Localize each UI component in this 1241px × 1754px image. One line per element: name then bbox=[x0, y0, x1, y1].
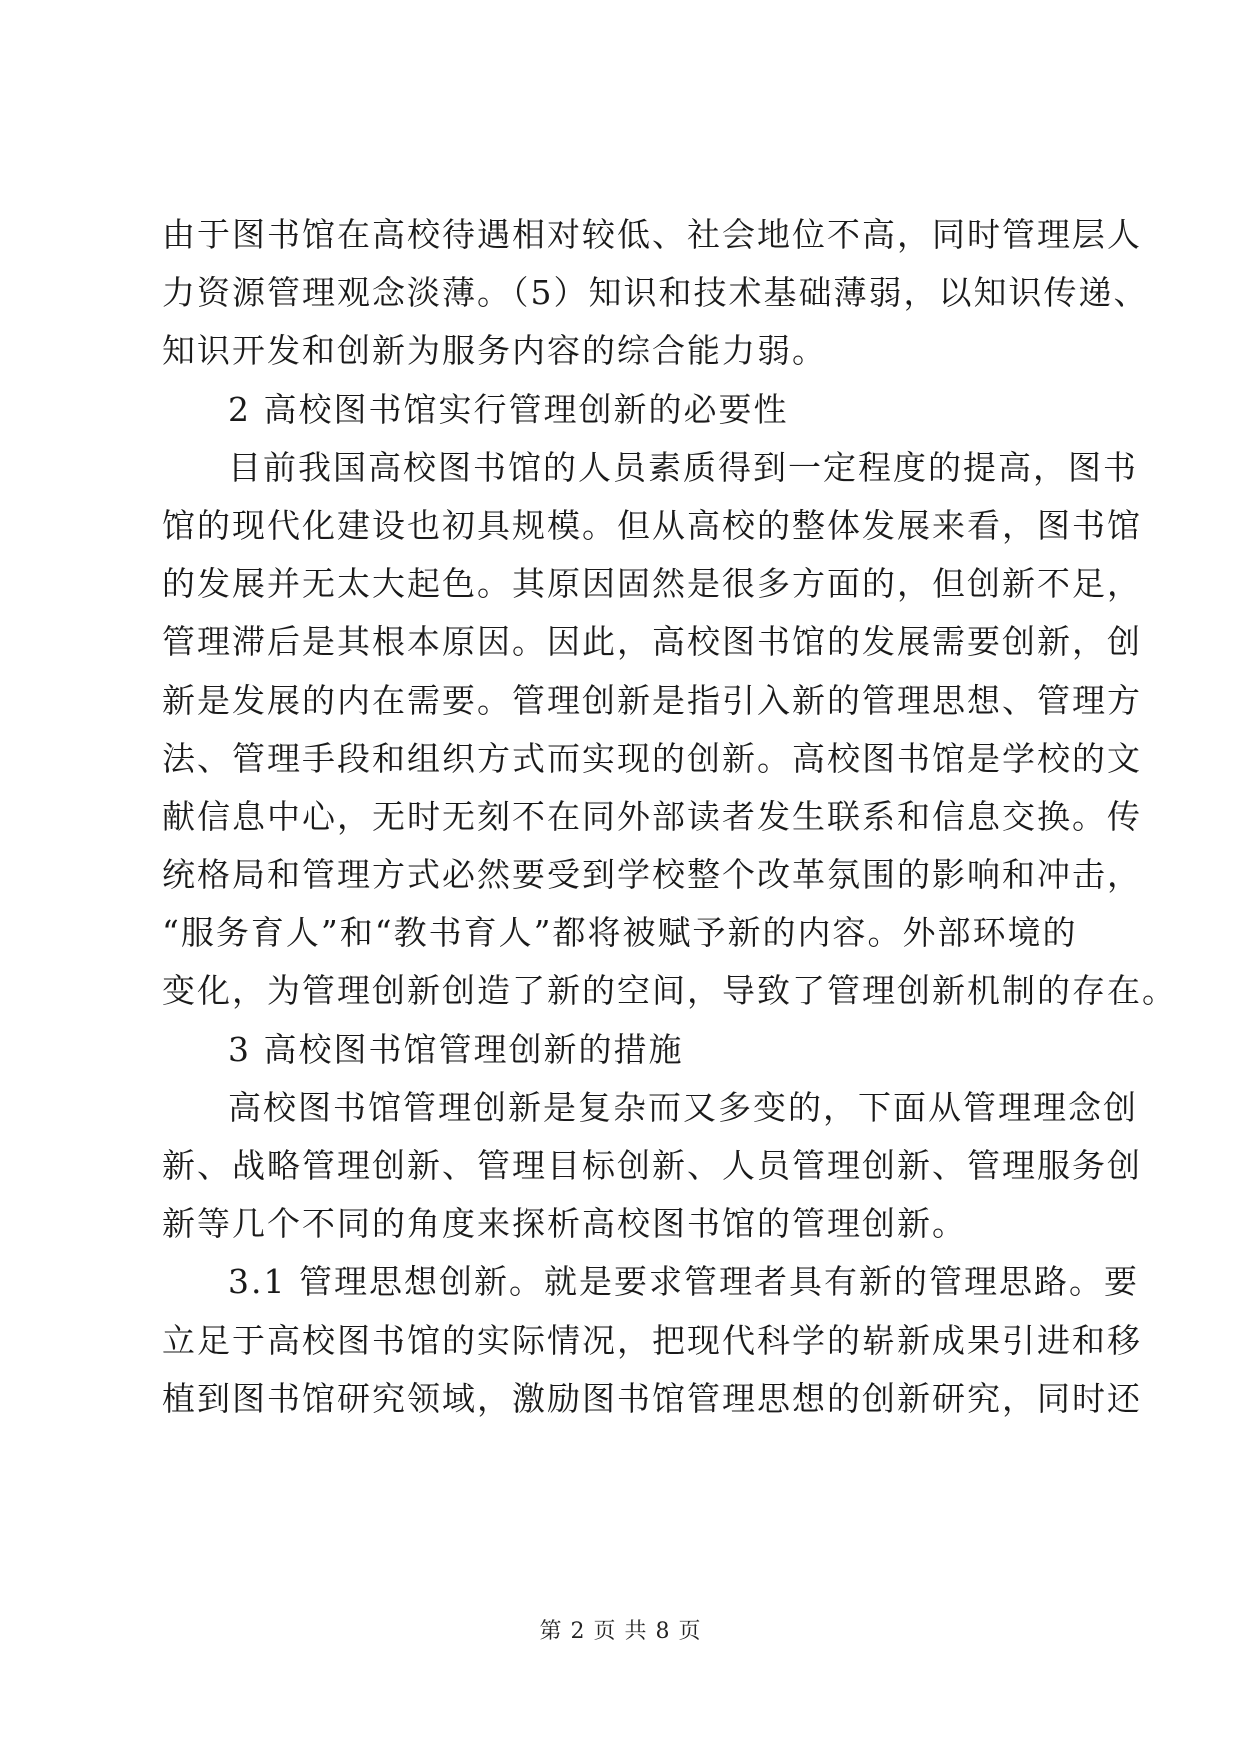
text-line: 管理滞后是其根本原因。因此，高校图书馆的发展需要创新，创 bbox=[162, 622, 1142, 662]
text-line: 变化，为管理创新创造了新的空间，导致了管理创新机制的存在。 bbox=[162, 971, 1177, 1011]
text-line: 3 高校图书馆管理创新的措施 bbox=[228, 1029, 684, 1069]
text-line: 力资源管理观念淡薄。（5）知识和技术基础薄弱，以知识传递、 bbox=[162, 273, 1149, 313]
text-line: 由于图书馆在高校待遇相对较低、社会地位不高，同时管理层人 bbox=[162, 215, 1142, 254]
text-line: 统格局和管理方式必然要受到学校整个改革氛围的影响和冲击， bbox=[162, 855, 1142, 895]
text-line: 的发展并无太大起色。其原因固然是很多方面的，但创新不足， bbox=[162, 564, 1142, 604]
text-line: 目前我国高校图书馆的人员素质得到一定程度的提高，图书 bbox=[228, 447, 1138, 487]
page-footer: 第 2 页 共 8 页 bbox=[539, 1619, 702, 1644]
text-line: 献信息中心，无时无刻不在同外部读者发生联系和信息交换。传 bbox=[162, 796, 1142, 836]
text-line: 高校图书馆管理创新是复杂而又多变的，下面从管理理念创 bbox=[228, 1087, 1138, 1127]
text-line: 新是发展的内在需要。管理创新是指引入新的管理思想、管理方 bbox=[162, 680, 1142, 720]
document-body bbox=[162, 206, 1177, 1428]
text-line: 知识开发和创新为服务内容的综合能力弱。 bbox=[162, 331, 827, 371]
text-line: 植到图书馆研究领域，激励图书馆管理思想的创新研究，同时还 bbox=[162, 1378, 1142, 1418]
text-line: 馆的现代化建设也初具规模。但从高校的整体发展来看，图书馆 bbox=[162, 505, 1142, 545]
text-line: “服务育人”和“教书育人”都将被赋予新的内容。外部环境的 bbox=[162, 913, 1078, 953]
text-line: 法、管理手段和组织方式而实现的创新。高校图书馆是学校的文 bbox=[162, 738, 1142, 778]
text-line: 新、战略管理创新、管理目标创新、人员管理创新、管理服务创 bbox=[162, 1146, 1142, 1185]
text-line: 立足于高校图书馆的实际情况，把现代科学的崭新成果引进和移 bbox=[162, 1320, 1142, 1360]
text-line: 3.1 管理思想创新。就是要求管理者具有新的管理思路。要 bbox=[228, 1262, 1139, 1302]
text-line: 新等几个不同的角度来探析高校图书馆的管理创新。 bbox=[162, 1204, 967, 1244]
text-line: 2 高校图书馆实行管理创新的必要性 bbox=[228, 389, 789, 429]
